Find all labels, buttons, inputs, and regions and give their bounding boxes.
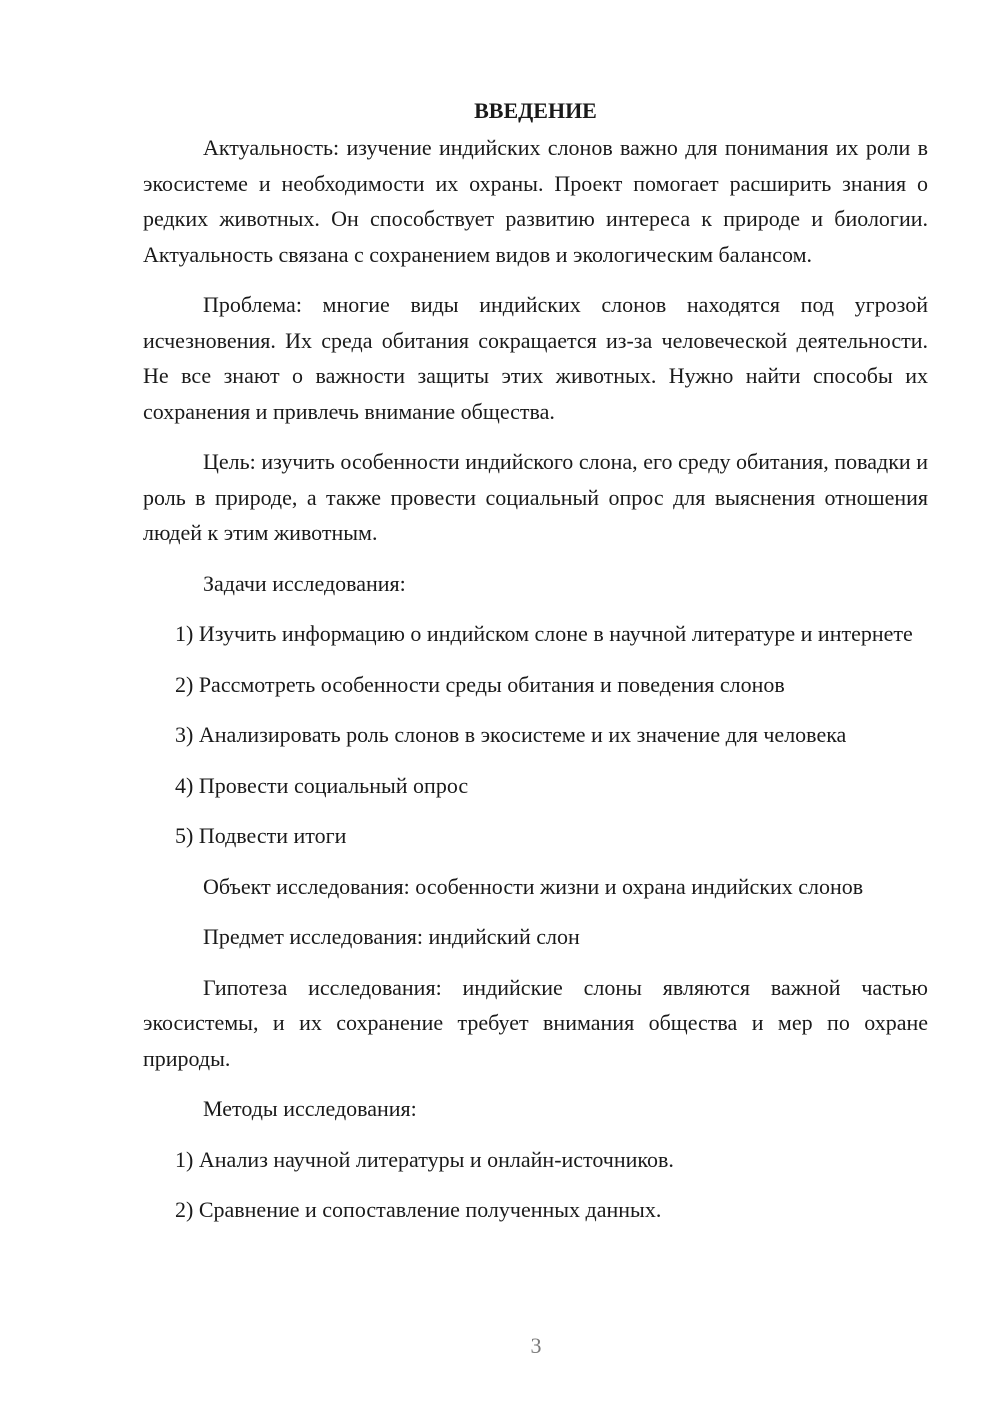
- task-item: 3) Анализировать роль слонов в экосистеме и их значение для человека: [175, 722, 847, 747]
- object-paragraph: Объект исследования: особенности жизни и охрана индийских слонов: [203, 873, 864, 899]
- problem-paragraph: Проблема: многие виды индийских слонов находятся под угрозой исчезновения. Их среда обитания сокращается из-за человеческой деятельности. Не все знают о важности защиты этих животных. Нужно найти способы их сохранения и привлечь внимание общества.: [143, 292, 928, 424]
- method-item: 2) Сравнение и сопоставление полученных данных.: [175, 1197, 662, 1222]
- task-item: 4) Провести социальный опрос: [175, 772, 469, 798]
- task-item: 5) Подвести итоги: [175, 823, 347, 848]
- page-number: 3: [530, 1333, 542, 1358]
- method-item: 1) Анализ научной литературы и онлайн-источников.: [175, 1146, 674, 1172]
- methods-heading: Методы исследования:: [203, 1096, 417, 1121]
- task-item: 1) Изучить информацию о индийском слоне в научной литературе и интернете: [175, 621, 913, 646]
- relevance-paragraph: Актуальность: изучение индийских слонов важно для понимания их роли в экосистеме и необходимости их охраны. Проект помогает расширить знания о редких животных. Он способствует развитию интереса к природе и биологии. Актуальность связана с сохранением видов и экологическим балансом.: [143, 135, 928, 267]
- page-content: [143, 95, 928, 1243]
- section-title: ВВЕДЕНИЕ: [474, 98, 597, 123]
- hypothesis-paragraph: Гипотеза исследования: индийские слоны являются важной частью экосистемы, и их сохранение требует внимания общества и мер по охране природы.: [143, 974, 928, 1071]
- subject-paragraph: Предмет исследования: индийский слон: [203, 924, 580, 949]
- tasks-heading: Задачи исследования:: [203, 570, 406, 596]
- goal-paragraph: Цель: изучить особенности индийского слона, его среду обитания, повадки и роль в природе, а также провести социальный опрос для выяснения отношения людей к этим животным.: [143, 449, 928, 545]
- task-item: 2) Рассмотреть особенности среды обитания и поведения слонов: [175, 671, 785, 697]
